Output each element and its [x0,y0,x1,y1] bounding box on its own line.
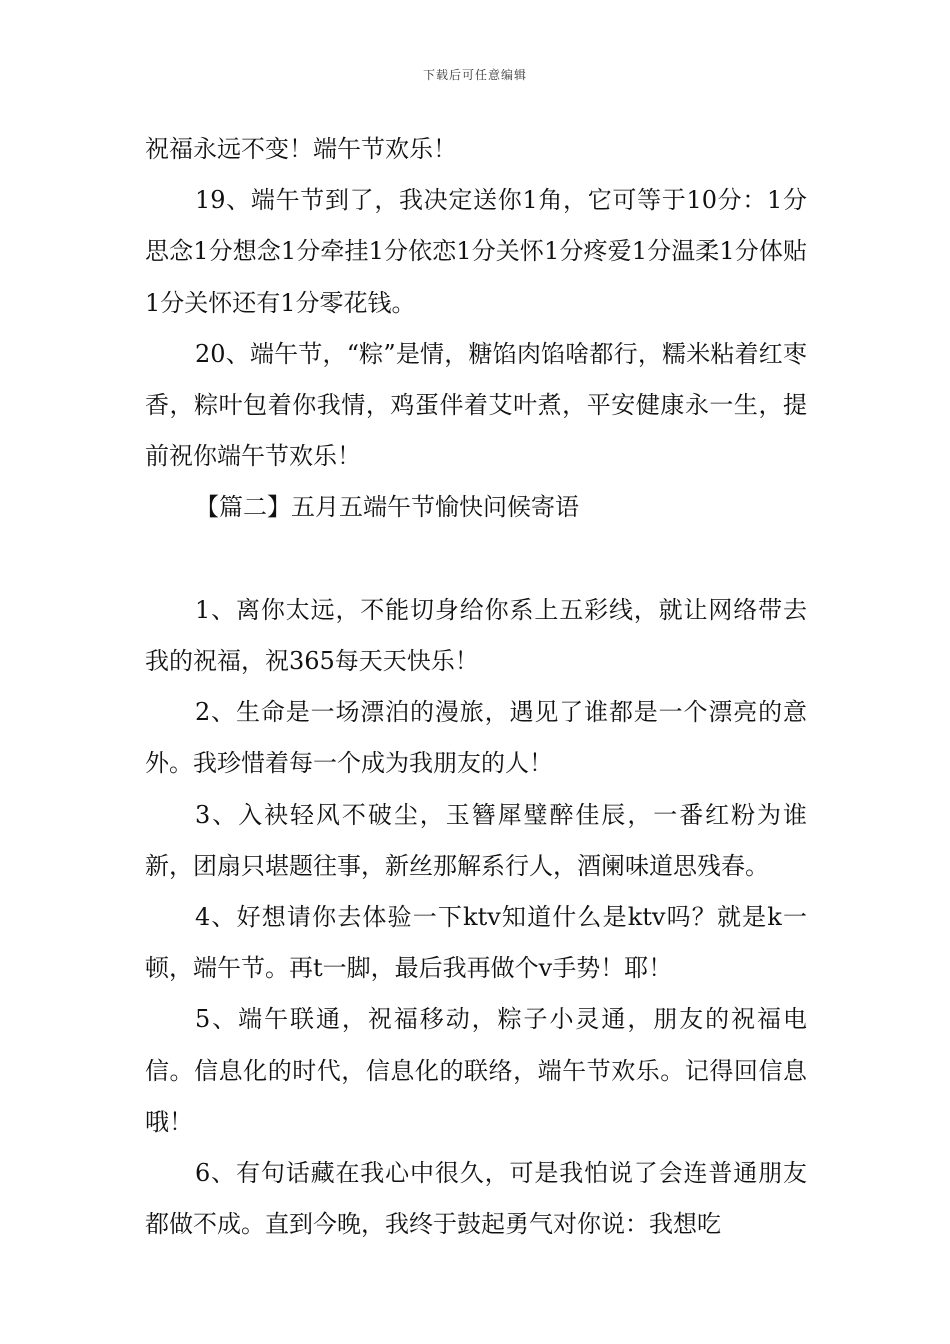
section-title: 【篇二】五月五端午节愉快问候寄语 [195,493,579,522]
document-body [145,124,807,1250]
paragraph-item-1: 1、离你太远，不能切身给你系上五彩线，就让网络带去我的祝福，祝365每天天快乐！ [145,595,807,676]
paragraph-item-2: 2、生命是一场漂泊的漫旅，遇见了谁都是一个漂亮的意外。我珍惜着每一个成为我朋友的人！ [145,698,807,778]
paragraph-item-19: 19、端午节到了，我决定送你1角，它可等于10分：1分思念1分想念1分牵挂1分依恋1分关怀1分疼爱1分温柔1分体贴1分关怀还有1分零花钱。 [145,186,807,317]
paragraph-item-20: 20、端午节，“粽”是情，糖馅肉馅啥都行，糯米粘着红枣香，粽叶包着你我情，鸡蛋伴着艾叶煮，平安健康永一生，提前祝你端午节欢乐！ [145,339,807,471]
paragraph-continuation: 祝福永远不变！端午节欢乐！ [145,135,457,163]
paragraph-item-4: 4、好想请你去体验一下ktv知道什么是ktv吗？就是k一顿，端午节。再t一脚，最后我再做个v手势！耶！ [145,903,807,983]
blank-line [145,534,807,585]
paragraph-item-5: 5、端午联通，祝福移动，粽子小灵通，朋友的祝福电信。信息化的时代，信息化的联络，端午节欢乐。记得回信息哦！ [145,1005,807,1136]
paragraph-item-6: 6、有句话藏在我心中很久，可是我怕说了会连普通朋友都做不成。直到今晚，我终于鼓起勇气对你说：我想吃 [145,1159,807,1239]
paragraph-item-3: 3、入袂轻风不破尘，玉簪犀璧醉佳辰，一番红粉为谁新，团扇只堪题往事，新丝那解系行人，酒阑味道思残春。 [145,800,807,880]
header-note: 下载后可任意编辑 [422,68,527,82]
